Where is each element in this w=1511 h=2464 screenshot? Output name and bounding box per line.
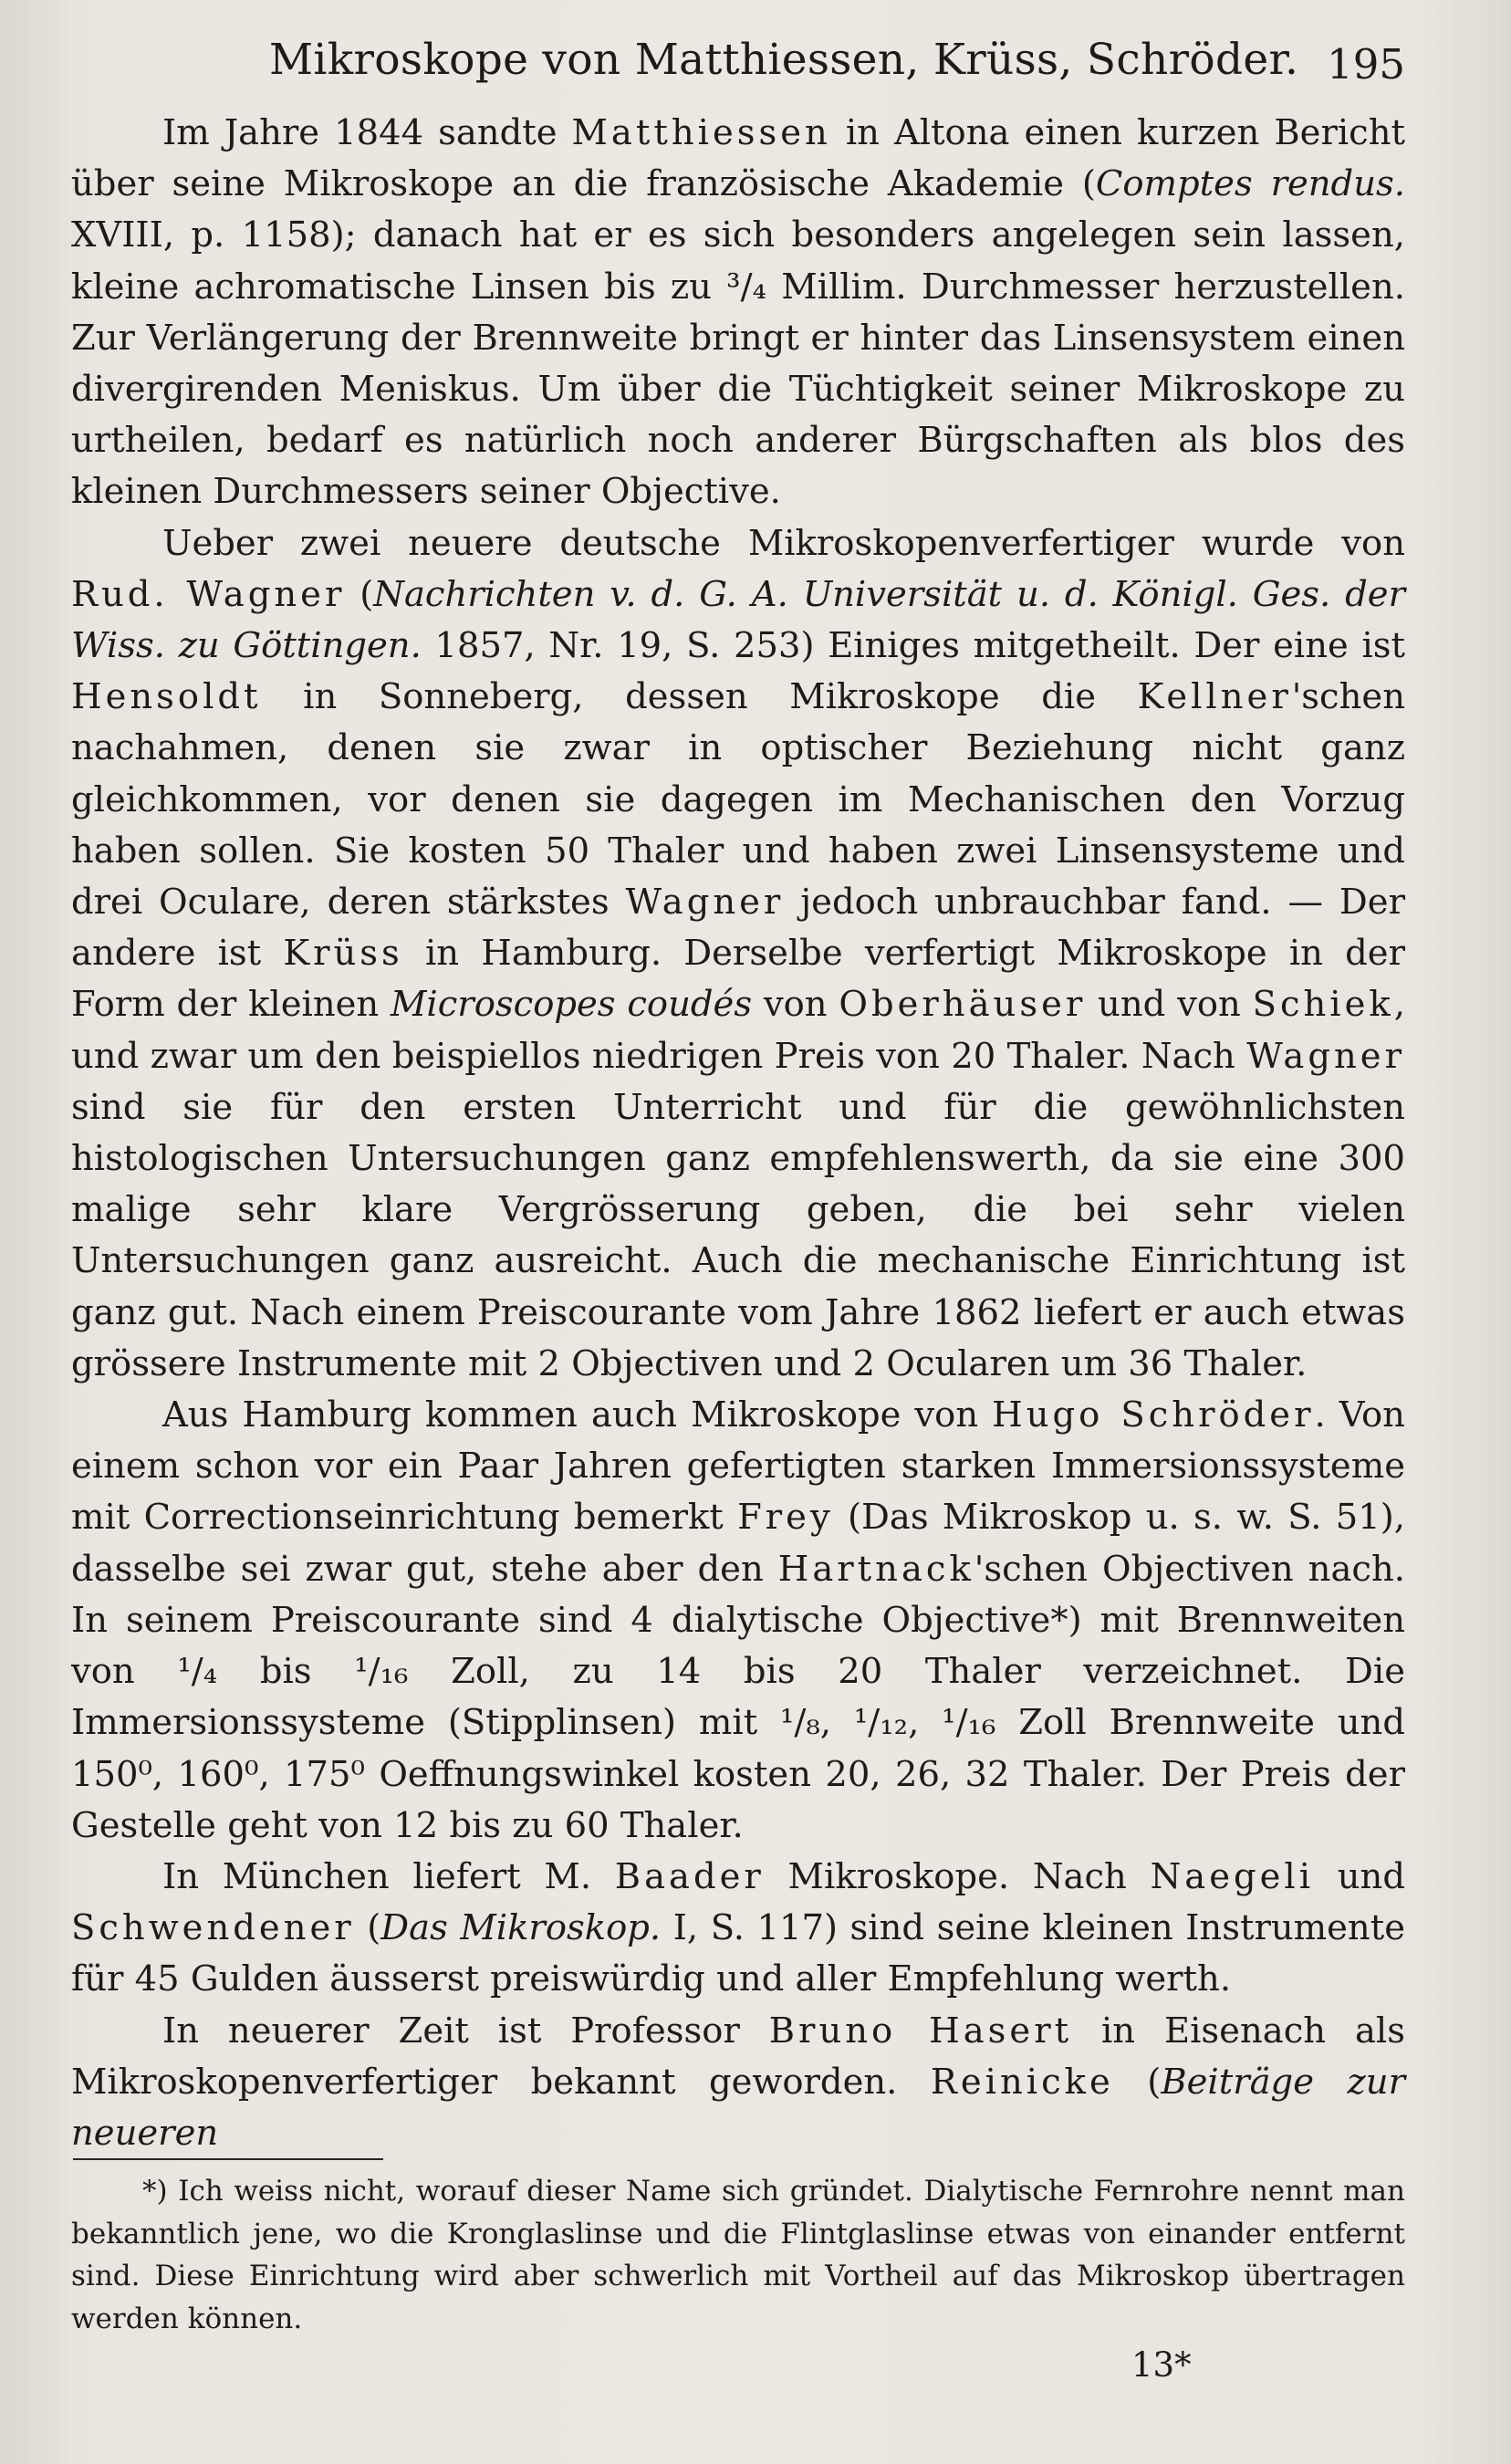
text-run: ( bbox=[354, 1907, 381, 1949]
person-name: Krüss bbox=[283, 933, 403, 975]
person-name: Hensoldt bbox=[71, 676, 262, 718]
paragraph-hasert bbox=[71, 2006, 1405, 2160]
text-run: und von bbox=[1086, 984, 1253, 1026]
person-name: Schwendener bbox=[71, 1907, 355, 1949]
paragraph-matthiessen bbox=[71, 108, 1405, 518]
person-name: Wagner bbox=[1246, 1035, 1405, 1077]
text-run: in Eisenach als Mikroskopenverfertiger bekannt geworden. bbox=[71, 2010, 1406, 2103]
person-name: Oberhäuser bbox=[839, 984, 1087, 1026]
running-title: Mikroskope von Matthiessen, Krüss, Schröder. bbox=[269, 35, 1299, 85]
text-run: Ueber zwei neuere deutsche Mikroskopenverfertiger wurde von bbox=[162, 522, 1405, 564]
text-run: 'schen Objectiven nach. In seinem Preiscourante sind 4 dialytische Objective*) mit Brennweiten von ¹/₄ bis ¹/₁₆ Zoll, zu 14 bis 20 Thaler verzeichnet. Die Immersionssysteme (Stipplinsen) mit ¹/₈, ¹/₁₂, ¹/₁₆ Zoll Brennweite und 150⁰, 160⁰, 175⁰ Oeffnungswinkel kosten 20, 26, 32 Thaler. Der Preis der Gestelle geht von 12 bis zu 60 Thaler. bbox=[71, 1548, 1405, 1846]
text-run: Im Jahre 1844 sandte bbox=[162, 112, 572, 153]
person-name: Hugo Schröder bbox=[992, 1394, 1315, 1436]
person-name: Hartnack bbox=[777, 1548, 974, 1590]
person-name: Rud. Wagner bbox=[71, 573, 346, 615]
person-name: Schiek bbox=[1252, 984, 1394, 1026]
text-run: In München liefert M. bbox=[162, 1855, 615, 1897]
body-text bbox=[71, 108, 1405, 2159]
page-number: 195 bbox=[1327, 40, 1405, 89]
text-run: (Das Mikroskop u. s. w. S. 51), dasselbe sei zwar gut, stehe aber den bbox=[71, 1497, 1406, 1590]
text-run: I, S. 117) sind seine kleinen Instrumente für 45 Gulden äusserst preiswürdig und aller Empfehlung werth. bbox=[71, 1907, 1405, 2000]
paragraph-baader bbox=[71, 1852, 1405, 2006]
text-run: In neuerer Zeit ist Professor bbox=[162, 2010, 769, 2052]
person-name: Baader bbox=[614, 1855, 765, 1897]
citation-title: Beiträge zur neueren bbox=[71, 2061, 1405, 2154]
paragraph-hensoldt-kruess bbox=[71, 518, 1405, 1390]
text-run: in Hamburg. Derselbe verfertigt Mikroskope in der Form der kleinen bbox=[71, 933, 1405, 1026]
page-header bbox=[73, 35, 1405, 99]
text-run: 1857, Nr. 19, S. 253) Einiges mitgetheilt. Der eine ist bbox=[421, 625, 1405, 667]
text-run: in Sonneberg, dessen Mikroskope die bbox=[261, 676, 1138, 718]
text-run: Mikroskope. Nach bbox=[764, 1855, 1151, 1897]
text-run: XVIII, p. 1158); danach hat er es sich besonders angelegen sein lassen, kleine achromatische Linsen bis zu ³/₄ Millim. Durchmesser herzustellen. Zur Verlängerung der Brennweite bringt er hinter das Linsensystem einen divergirenden Meniskus. Um über die Tüchtigkeit seiner Mikroskope zu urtheilen, bedarf es natürlich noch anderer Bürgschaften als blos des kleinen Durchmessers seiner Objective. bbox=[71, 214, 1405, 513]
text-run: , und zwar um den beispiellos niedrigen Preis von 20 Thaler. Nach bbox=[71, 984, 1405, 1077]
person-name: Naegeli bbox=[1150, 1855, 1315, 1897]
person-name: Wagner bbox=[625, 882, 785, 924]
text-run: . Von einem schon vor ein Paar Jahren gefertigten starken Immersionssysteme mit Correctionseinrichtung bemerkt bbox=[71, 1394, 1405, 1539]
person-name: Matthiessen bbox=[571, 112, 831, 153]
text-run: ( bbox=[345, 573, 374, 615]
paragraph-schroeder bbox=[71, 1390, 1405, 1852]
text-run: jedoch unbrauchbar fand. — Der andere ist bbox=[71, 882, 1405, 975]
citation-title: Comptes rendus. bbox=[1095, 163, 1405, 205]
text-run: von bbox=[752, 984, 839, 1026]
person-name: Reinicke bbox=[930, 2061, 1114, 2103]
text-run: ( bbox=[1113, 2061, 1162, 2103]
person-name: Frey bbox=[737, 1497, 834, 1539]
citation-title: Microscopes coudés bbox=[391, 984, 753, 1026]
text-run: Aus Hamburg kommen auch Mikroskope von bbox=[162, 1394, 993, 1436]
footnote bbox=[71, 2170, 1405, 2340]
text-run: sind sie für den ersten Unterricht und für die gewöhnlichsten histologischen Untersuchungen ganz empfehlenswerth, da sie eine 300 malige sehr klare Vergrösserung geben, die bei sehr vielen Untersuchungen ganz ausreicht. Auch die mechanische Einrichtung ist ganz gut. Nach einem Preiscourante vom Jahre 1862 liefert er auch etwas grössere Instrumente mit 2 Objectiven und 2 Ocularen um 36 Thaler. bbox=[71, 1086, 1405, 1384]
text-run: 'schen nachahmen, denen sie zwar in optischer Beziehung nicht ganz gleichkommen, vor denen sie dagegen im Mechanischen den Vorzug haben sollen. Sie kosten 50 Thaler und haben zwei Linsensysteme und drei Oculare, deren stärkstes bbox=[71, 676, 1405, 924]
citation-title: Nachrichten v. d. G. A. Universität u. d. Königl. Ges. der Wiss. zu Göttingen. bbox=[71, 573, 1405, 667]
text-run: und bbox=[1314, 1855, 1405, 1897]
person-name: Kellner bbox=[1137, 676, 1292, 718]
footnote-text: *) Ich weiss nicht, worauf dieser Name sich gründet. Dialytische Fernrohre nennt man bekanntlich jene, wo die Kronglaslinse und die Flintglaslinse etwas von einander entfernt sind. Diese Einrichtung wird aber schwerlich mit Vortheil auf das Mikroskop übertragen werden können. bbox=[71, 2175, 1405, 2335]
citation-title: Das Mikroskop. bbox=[380, 1907, 662, 1949]
signature-mark: 13* bbox=[1131, 2345, 1192, 2385]
footnote-divider bbox=[73, 2158, 383, 2160]
person-name: Bruno Hasert bbox=[768, 2010, 1073, 2052]
text-run: in Altona einen kurzen Bericht über seine Mikroskope an die französische Akademie ( bbox=[71, 112, 1405, 205]
